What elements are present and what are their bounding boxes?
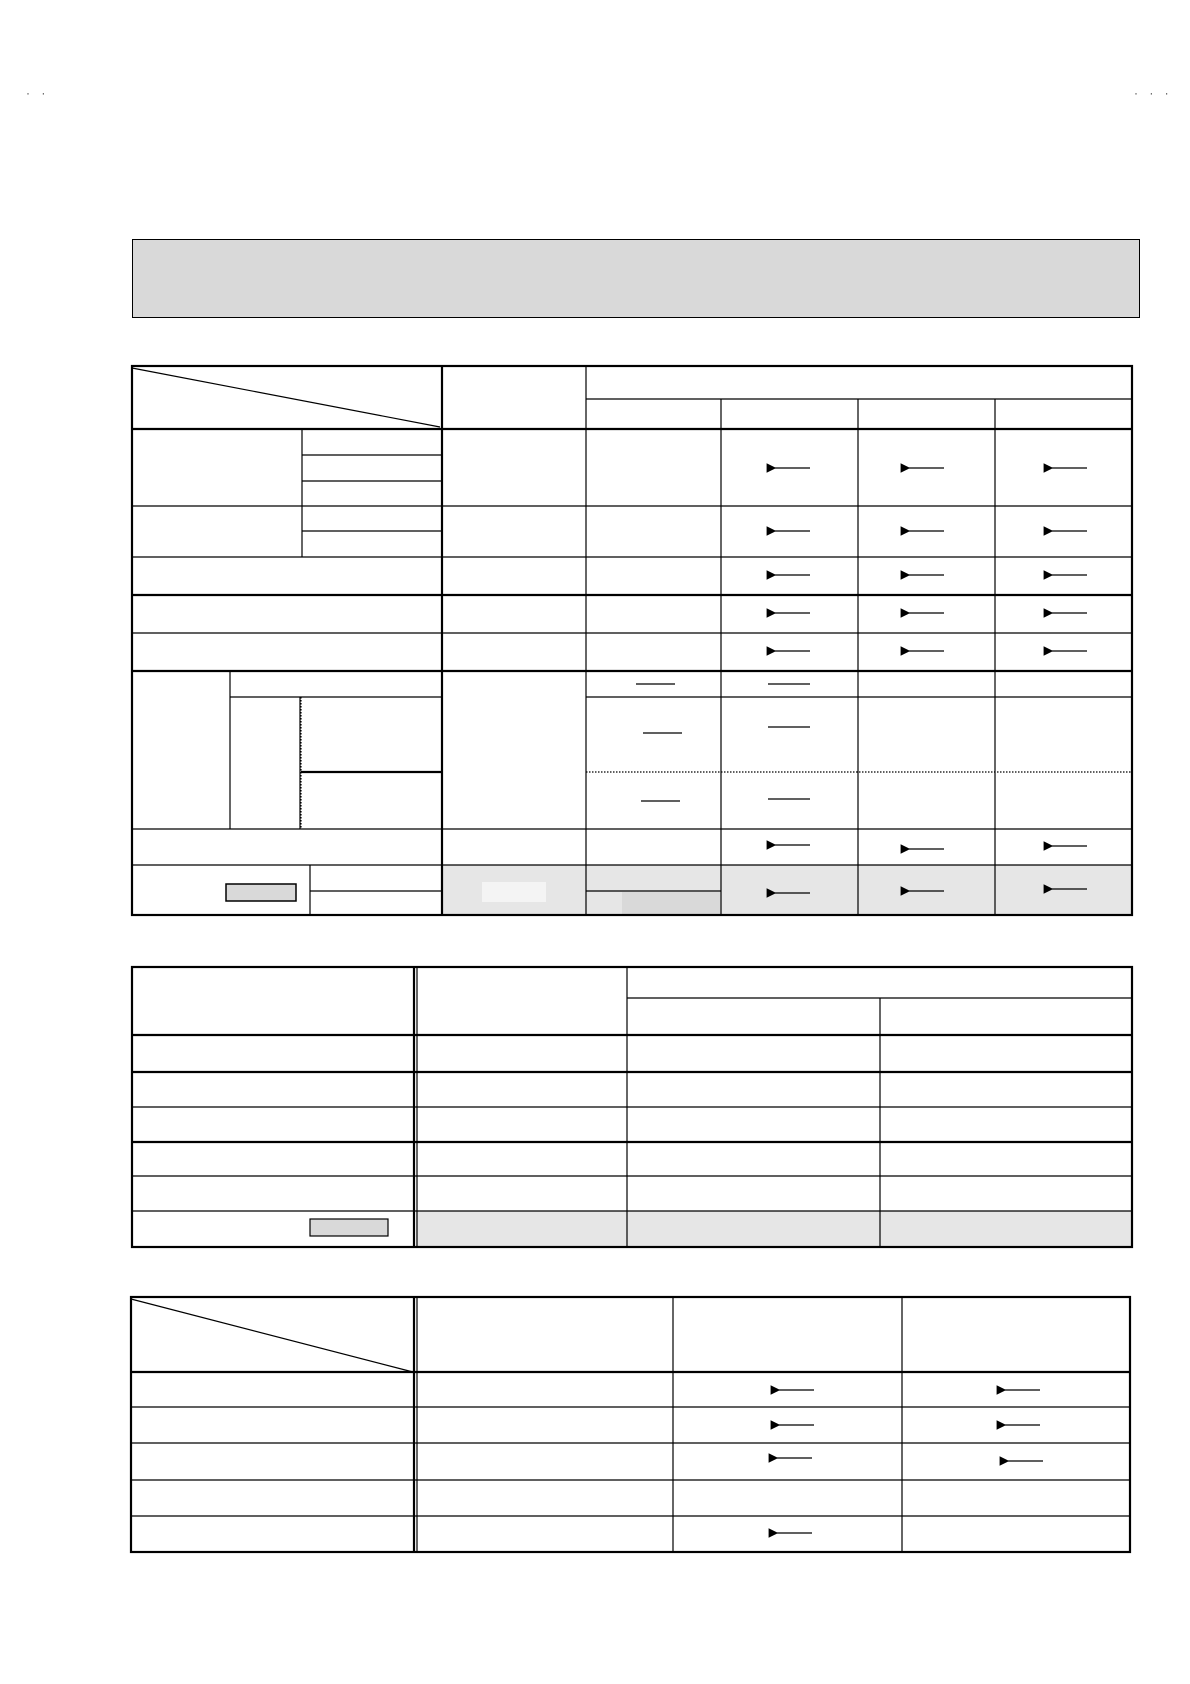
- header-diagonal: [132, 368, 440, 427]
- table-frame: [131, 1297, 1130, 1552]
- header-diagonal: [131, 1299, 413, 1372]
- left-arrow-icons: [777, 1390, 1043, 1533]
- top-left-marks: · ·: [26, 86, 50, 100]
- shaded-cell-inset: [622, 892, 720, 914]
- shaded-cell-inset: [482, 882, 546, 902]
- spec-table-3: [0, 1290, 1190, 1560]
- shaded-row-bg: [416, 1211, 1132, 1247]
- badge-box: [226, 884, 296, 901]
- table-frame: [132, 366, 1132, 915]
- short-dash-lines: [636, 684, 810, 801]
- spec-table-2: [0, 960, 1190, 1260]
- badge-box: [310, 1219, 388, 1236]
- top-right-marks: · · ·: [1134, 86, 1173, 100]
